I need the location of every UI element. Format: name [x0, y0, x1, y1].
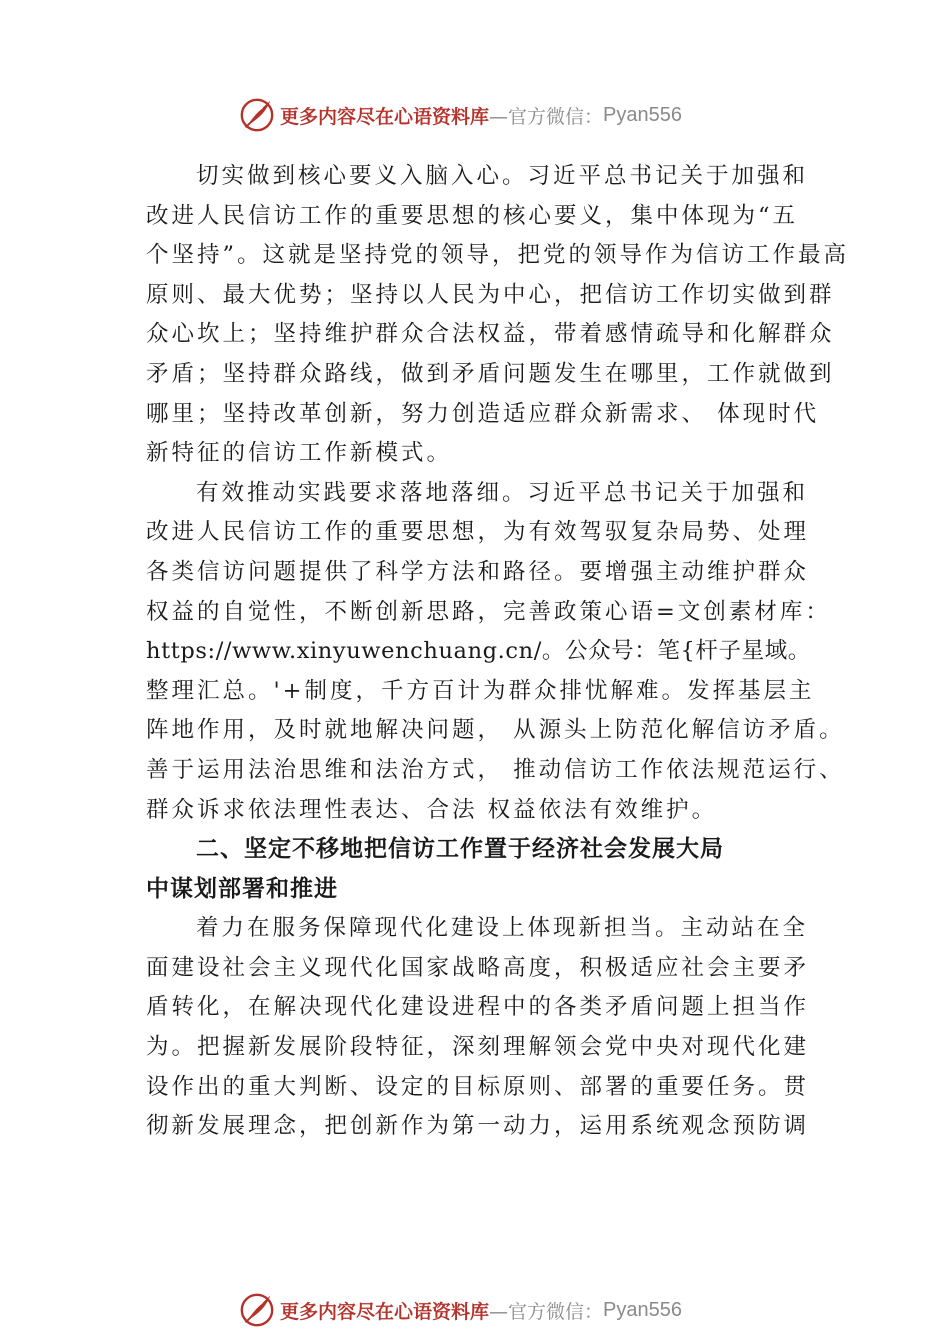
footer-banner	[238, 1290, 758, 1330]
para3-line: 盾转化，在解决现代化建设进程中的各类矛盾问题上担当作	[146, 994, 810, 1021]
banner-account: Pyan556	[603, 103, 682, 126]
para3-line: 着力在服务保障现代化建设上体现新担当。主动站在全	[196, 915, 809, 942]
para3-line: 设作出的重大判断、设定的目标原则、部署的重要任务。贯	[146, 1073, 810, 1100]
para1-line: 新特征的信访工作新模式。	[146, 440, 453, 467]
banner-title: 更多内容尽在心语资料库	[280, 105, 490, 128]
para2-line: 善于运用法治思维和法治方式， 推动信访工作依法规范运行、	[146, 756, 845, 783]
para3-line: 为。把握新发展阶段特征，深刻理解领会党中央对现代化建	[146, 1034, 810, 1061]
para2-url-line: https://www.xinyuwenchuang.cn/。公众号：笔{杆子星域。	[146, 638, 811, 665]
para1-line: 改进人民信访工作的重要思想的核心要义，集中体现为“五	[146, 202, 799, 229]
banner-account: Pyan556	[603, 1298, 682, 1321]
section-heading-cont: 中谋划部署和推进	[146, 875, 338, 902]
para2-line: 改进人民信访工作的重要思想，为有效驾驭复杂局势、处理	[146, 519, 810, 546]
para3-line: 彻新发展理念，把创新作为第一动力，运用系统观念预防调	[146, 1113, 810, 1140]
para3-line: 面建设社会主义现代化国家战略高度，积极适应社会主要矛	[146, 954, 810, 981]
para2-line: 阵地作用，及时就地解决问题， 从源头上防范化解信访矛盾。	[146, 717, 845, 744]
para2-line: 权益的自觉性，不断创新思路，完善政策心语=文创素材库：	[146, 598, 831, 625]
para1-line: 众心坎上；坚持维护群众合法权益，带着感情疏导和化解群众	[146, 321, 835, 348]
quill-logo-icon	[238, 96, 276, 134]
para2-line: 各类信访问题提供了科学方法和路径。要增强主动维护群众	[146, 558, 810, 585]
banner-dash-label: —官方微信：	[489, 105, 604, 128]
para2-line: 整理汇总。'+制度，千方百计为群众排忧解难。发挥基层主	[146, 677, 815, 704]
quill-logo-icon	[238, 1291, 276, 1329]
banner-title: 更多内容尽在心语资料库	[280, 1300, 490, 1323]
para1-line: 个坚持”。这就是坚持党的领导，把党的领导作为信访工作最高	[146, 242, 850, 269]
para1-line: 切实做到核心要义入脑入心。习近平总书记关于加强和	[196, 163, 809, 189]
header-banner	[238, 95, 758, 135]
para1-line: 原则、最大优势；坚持以人民为中心，把信访工作切实做到群	[146, 281, 835, 308]
para2-line: 有效推动实践要求落地落细。习近平总书记关于加强和	[196, 479, 809, 506]
banner-dash-label: —官方微信：	[489, 1300, 604, 1323]
para2-line: 群众诉求依法理性表达、合法 权益依法有效维护。	[146, 796, 718, 823]
para1-line: 矛盾；坚持群众路线，做到矛盾问题发生在哪里，工作就做到	[146, 360, 835, 387]
document-body	[146, 157, 850, 1147]
section-heading: 二、坚定不移地把信访工作置于经济社会发展大局	[196, 836, 724, 863]
para1-line: 哪里；坚持改革创新，努力创造适应群众新需求、 体现时代	[146, 400, 820, 427]
